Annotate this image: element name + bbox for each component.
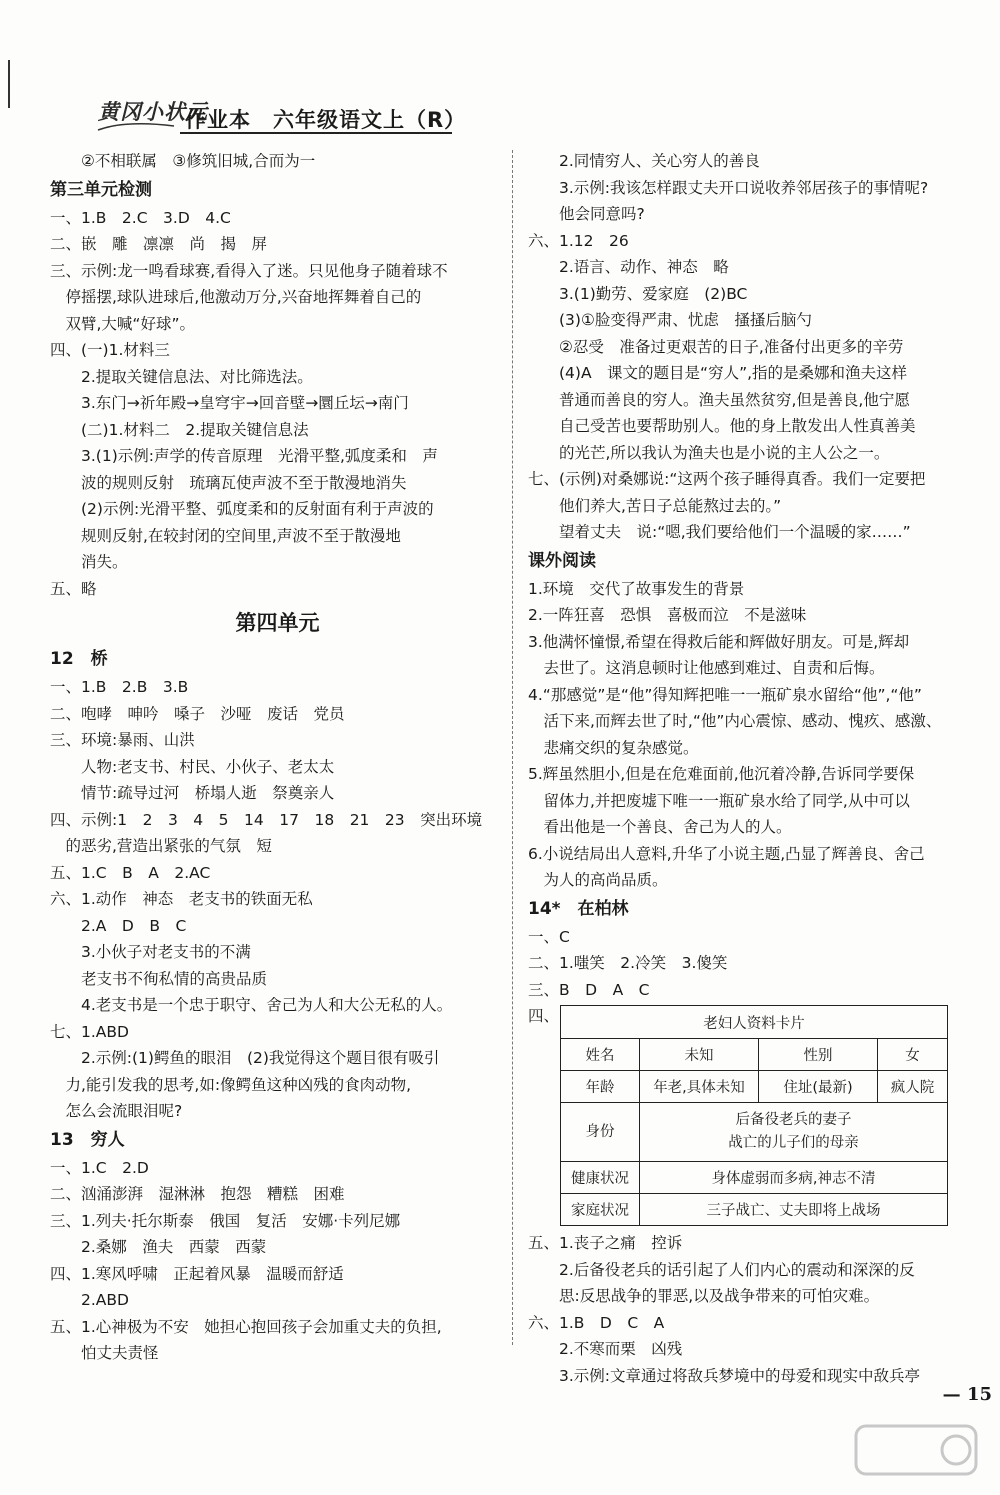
answer-line: 的恶劣,营造出紧张的气氛 短 <box>50 837 272 855</box>
answer-line: 力,能引发我的思考,如:像鳄鱼这种凶残的食肉动物, <box>50 1075 412 1094</box>
answer-line: 六、1.12 26 <box>528 231 629 250</box>
card-caption: 老妇人资料卡片 <box>561 1006 948 1039</box>
answer-line: 1.环境 交代了故事发生的背景 <box>528 579 745 598</box>
section-heading: 13 穷人 <box>50 1129 125 1150</box>
answer-line: (2)示例:光滑平整、弧度柔和的反射面有利于声波的 <box>50 500 434 518</box>
card-gender-label: 性别 <box>759 1039 878 1071</box>
answer-line: 2.语言、动作、神态 略 <box>528 258 729 276</box>
answer-line: 一、C <box>528 927 570 946</box>
answer-line: 怎么会流眼泪呢? <box>50 1102 183 1120</box>
answer-line: (3)①脸变得严肃、忧虑 搔搔后脑勺 <box>528 311 812 329</box>
section-heading: 12 桥 <box>50 649 108 669</box>
answer-line: 悲痛交织的复杂感觉。 <box>528 738 699 757</box>
answer-line: 3.示例:我该怎样跟丈夫开口说收养邻居孩子的事情呢? <box>528 178 929 197</box>
section-heading: 第三单元检测 <box>50 179 152 200</box>
answer-line: 4.老支书是一个忠于职守、舍己为人和大公无私的人。 <box>50 996 453 1014</box>
answer-line: 四、(一)1.材料三 <box>50 341 170 359</box>
card-identity-line-1: 后备役老兵的妻子 <box>735 1112 852 1128</box>
answer-line: 活下来,而辉去世了时,“他”内心震惊、感动、愧疚、感激、 <box>528 712 942 730</box>
answer-line: 二、嵌 雕 凛凛 尚 揭 屏 <box>50 235 268 253</box>
column-divider <box>512 150 513 1345</box>
answer-line: 2.同情穷人、关心穷人的善良 <box>528 152 760 170</box>
answer-line: ②不相联属 ③修筑旧城,合而为一 <box>50 152 316 170</box>
answer-line: 2.A D B C <box>50 916 187 935</box>
card-age-label: 年龄 <box>561 1071 640 1103</box>
answer-line: 6.小说结局出人意料,升华了小说主题,凸显了辉善良、舍己 <box>528 844 925 863</box>
answer-line: 二、汹涌澎湃 湿淋淋 抱怨 糟糕 困难 <box>50 1185 345 1203</box>
answer-line: 3.东门→祈年殿→皇穹宇→回音壁→圜丘坛→南门 <box>50 394 409 412</box>
answer-line: 怕丈夫责怪 <box>50 1344 159 1362</box>
answer-line: 2.示例:(1)鳄鱼的眼泪 (2)我觉得这个题目很有吸引 <box>50 1049 440 1067</box>
left-column <box>50 148 505 1367</box>
answer-line: 老支书不徇私情的高贵品质 <box>50 969 268 988</box>
answer-line: 留体力,并把废墟下唯一一瓶矿泉水给了同学,从中可以 <box>528 791 910 810</box>
answer-line: 四、1.寒风呼啸 正起着风暴 温暖而舒适 <box>50 1264 344 1283</box>
answer-line: 一、1.B 2.C 3.D 4.C <box>50 208 231 227</box>
header-rule <box>180 132 452 134</box>
answer-line: 2.ABD <box>50 1291 129 1309</box>
answer-line: 3.示例:文章通过将敌兵梦境中的母爱和现实中敌兵亭 <box>528 1366 921 1385</box>
answer-line: 他会同意吗? <box>528 205 645 223</box>
answer-line: 他们养大,苦日子总能熬过去的。” <box>528 496 782 515</box>
answer-line: 六、1.B D C A <box>528 1313 665 1332</box>
card-gender-value: 女 <box>878 1039 948 1071</box>
answer-line: 四、示例:1 2 3 4 5 14 17 18 21 23 突出环境 <box>50 810 483 829</box>
section-heading: 14* 在柏林 <box>528 898 629 919</box>
card-identity-value <box>640 1103 948 1162</box>
answer-line: ②忍受 准备过更艰苦的日子,准备付出更多的辛劳 <box>528 337 904 356</box>
answer-line: 七、1.ABD <box>50 1022 129 1041</box>
card-name-value: 未知 <box>640 1039 759 1071</box>
section-heading: 课外阅读 <box>528 550 596 571</box>
answer-line: 三、示例:龙一鸣看球赛,看得入了迷。只见他身子随着球不 <box>50 261 448 280</box>
answer-line: 去世了。这消息顿时让他感到难过、自责和后悔。 <box>528 659 885 677</box>
page-number: — 15 <box>942 1384 992 1405</box>
answer-line: 3.小伙子对老支书的不满 <box>50 943 251 961</box>
answer-line: 3.(1)示例:声学的传音原理 光滑平整,弧度柔和 声 <box>50 447 438 465</box>
answer-line: 看出他是一个善良、舍己为人的人。 <box>528 818 792 836</box>
answer-line: 三、环境:暴雨、山洪 <box>50 731 195 749</box>
answer-line: 4.“那感觉”是“他”得知辉把唯一一瓶矿泉水留给“他”,“他” <box>528 685 922 704</box>
answer-line: 五、1.心神极为不安 她担心抱回孩子会加重丈夫的负担, <box>50 1317 442 1336</box>
card-row <box>528 1003 958 1230</box>
card-health-value: 身体虚弱而多病,神志不清 <box>640 1162 948 1194</box>
answer-line: 2.不寒而栗 凶残 <box>528 1340 683 1358</box>
answer-line: 一、1.B 2.B 3.B <box>50 678 189 696</box>
old-woman-info-card <box>560 1005 948 1226</box>
answer-line: 三、1.列夫·托尔斯泰 俄国 复活 安娜·卡列尼娜 <box>50 1211 401 1230</box>
answer-line: 望着丈夫 说:“嗯,我们要给他们一个温暖的家……” <box>528 523 911 541</box>
answer-line: 六、1.动作 神态 老支书的铁面无私 <box>50 890 313 908</box>
answer-line: 2.桑娜 渔夫 西蒙 西蒙 <box>50 1238 267 1256</box>
card-identity-label: 身份 <box>561 1103 640 1162</box>
answer-line: 规则反射,在较封闭的空间里,声波不至于散漫地 <box>50 526 401 545</box>
answer-line: 2.后备役老兵的话引起了人们内心的震动和深深的反 <box>528 1260 915 1279</box>
answer-line: 的光芒,所以我认为渔夫也是小说的主人公之一。 <box>528 443 890 462</box>
answer-line: 五、1.C B A 2.AC <box>50 863 211 882</box>
answer-line: 双臂,大喊“好球”。 <box>50 314 195 333</box>
answer-line: 五、略 <box>50 579 97 598</box>
answer-line: 为人的高尚品质。 <box>528 871 668 889</box>
answer-line: 五、1.丧子之痛 控诉 <box>528 1234 683 1252</box>
answer-line: 二、咆哮 呻吟 嗓子 沙哑 废话 党员 <box>50 704 345 723</box>
answer-line: 5.辉虽然胆小,但是在危难面前,他沉着冷静,告诉同学要保 <box>528 765 915 783</box>
answer-line: 思:反思战争的罪恶,以及战争带来的可怕灾难。 <box>528 1287 880 1305</box>
logo-swoosh-icon <box>96 120 176 134</box>
answer-line: 普通而善良的穷人。渔夫虽然贫穷,但是善良,他宁愿 <box>528 390 910 409</box>
card-health-label: 健康状况 <box>561 1162 640 1194</box>
answer-line: 消失。 <box>50 553 128 571</box>
answer-line: 一、1.C 2.D <box>50 1158 149 1177</box>
answer-line: 二、1.嗤笑 2.冷笑 3.傻笑 <box>528 954 728 972</box>
answer-line: 三、B D A C <box>528 980 650 999</box>
card-name-label: 姓名 <box>561 1039 640 1071</box>
answer-line: (二)1.材料二 2.提取关键信息法 <box>50 420 309 439</box>
answer-line: 自己受苦也要帮助别人。他的身上散发出人性真善美 <box>528 417 916 435</box>
book-title: 作业本 六年级语文上（R） <box>185 108 467 132</box>
page-header <box>0 90 1000 140</box>
card-row-label: 四、 <box>528 1007 560 1025</box>
card-age-value: 年老,具体未知 <box>640 1071 759 1103</box>
right-column <box>528 148 958 1389</box>
answer-line: 人物:老支书、村民、小伙子、老太太 <box>50 757 335 776</box>
unit-title: 第四单元 <box>235 611 320 635</box>
answer-line: 2.一阵狂喜 恐惧 喜极而泣 不是滋味 <box>528 606 807 624</box>
card-address-label: 住址(最新) <box>759 1071 878 1103</box>
card-identity-line-2: 战亡的儿子们的母亲 <box>728 1135 859 1151</box>
answer-line: (4)A 课文的题目是“穷人”,指的是桑娜和渔夫这样 <box>528 364 908 382</box>
answer-line: 停摇摆,球队进球后,他激动万分,兴奋地挥舞着自己的 <box>50 288 422 306</box>
answer-line: 3.(1)勤劳、爱家庭 (2)BC <box>528 284 748 303</box>
answer-line: 波的规则反射 琉璃瓦使声波不至于散漫地消失 <box>50 473 407 492</box>
card-family-value: 三子战亡、丈夫即将上战场 <box>640 1194 948 1226</box>
answer-line: 情节:疏导过河 桥塌人逝 祭奠亲人 <box>50 784 335 802</box>
right-column-answers-continued <box>528 1230 958 1389</box>
answer-line: 2.提取关键信息法、对比筛选法。 <box>50 367 313 386</box>
brand-logo: 黄冈小状元 <box>98 99 208 124</box>
answer-line: 七、(示例)对桑娜说:“这两个孩子睡得真香。我们一定要把 <box>528 470 926 488</box>
watermark-stamp-icon <box>852 1420 982 1480</box>
answer-line: 3.他满怀憧憬,希望在得救后能和辉做好朋友。可是,辉却 <box>528 632 910 651</box>
card-address-value: 疯人院 <box>878 1071 948 1103</box>
right-column-answers <box>528 148 958 1003</box>
card-family-label: 家庭状况 <box>561 1194 640 1226</box>
